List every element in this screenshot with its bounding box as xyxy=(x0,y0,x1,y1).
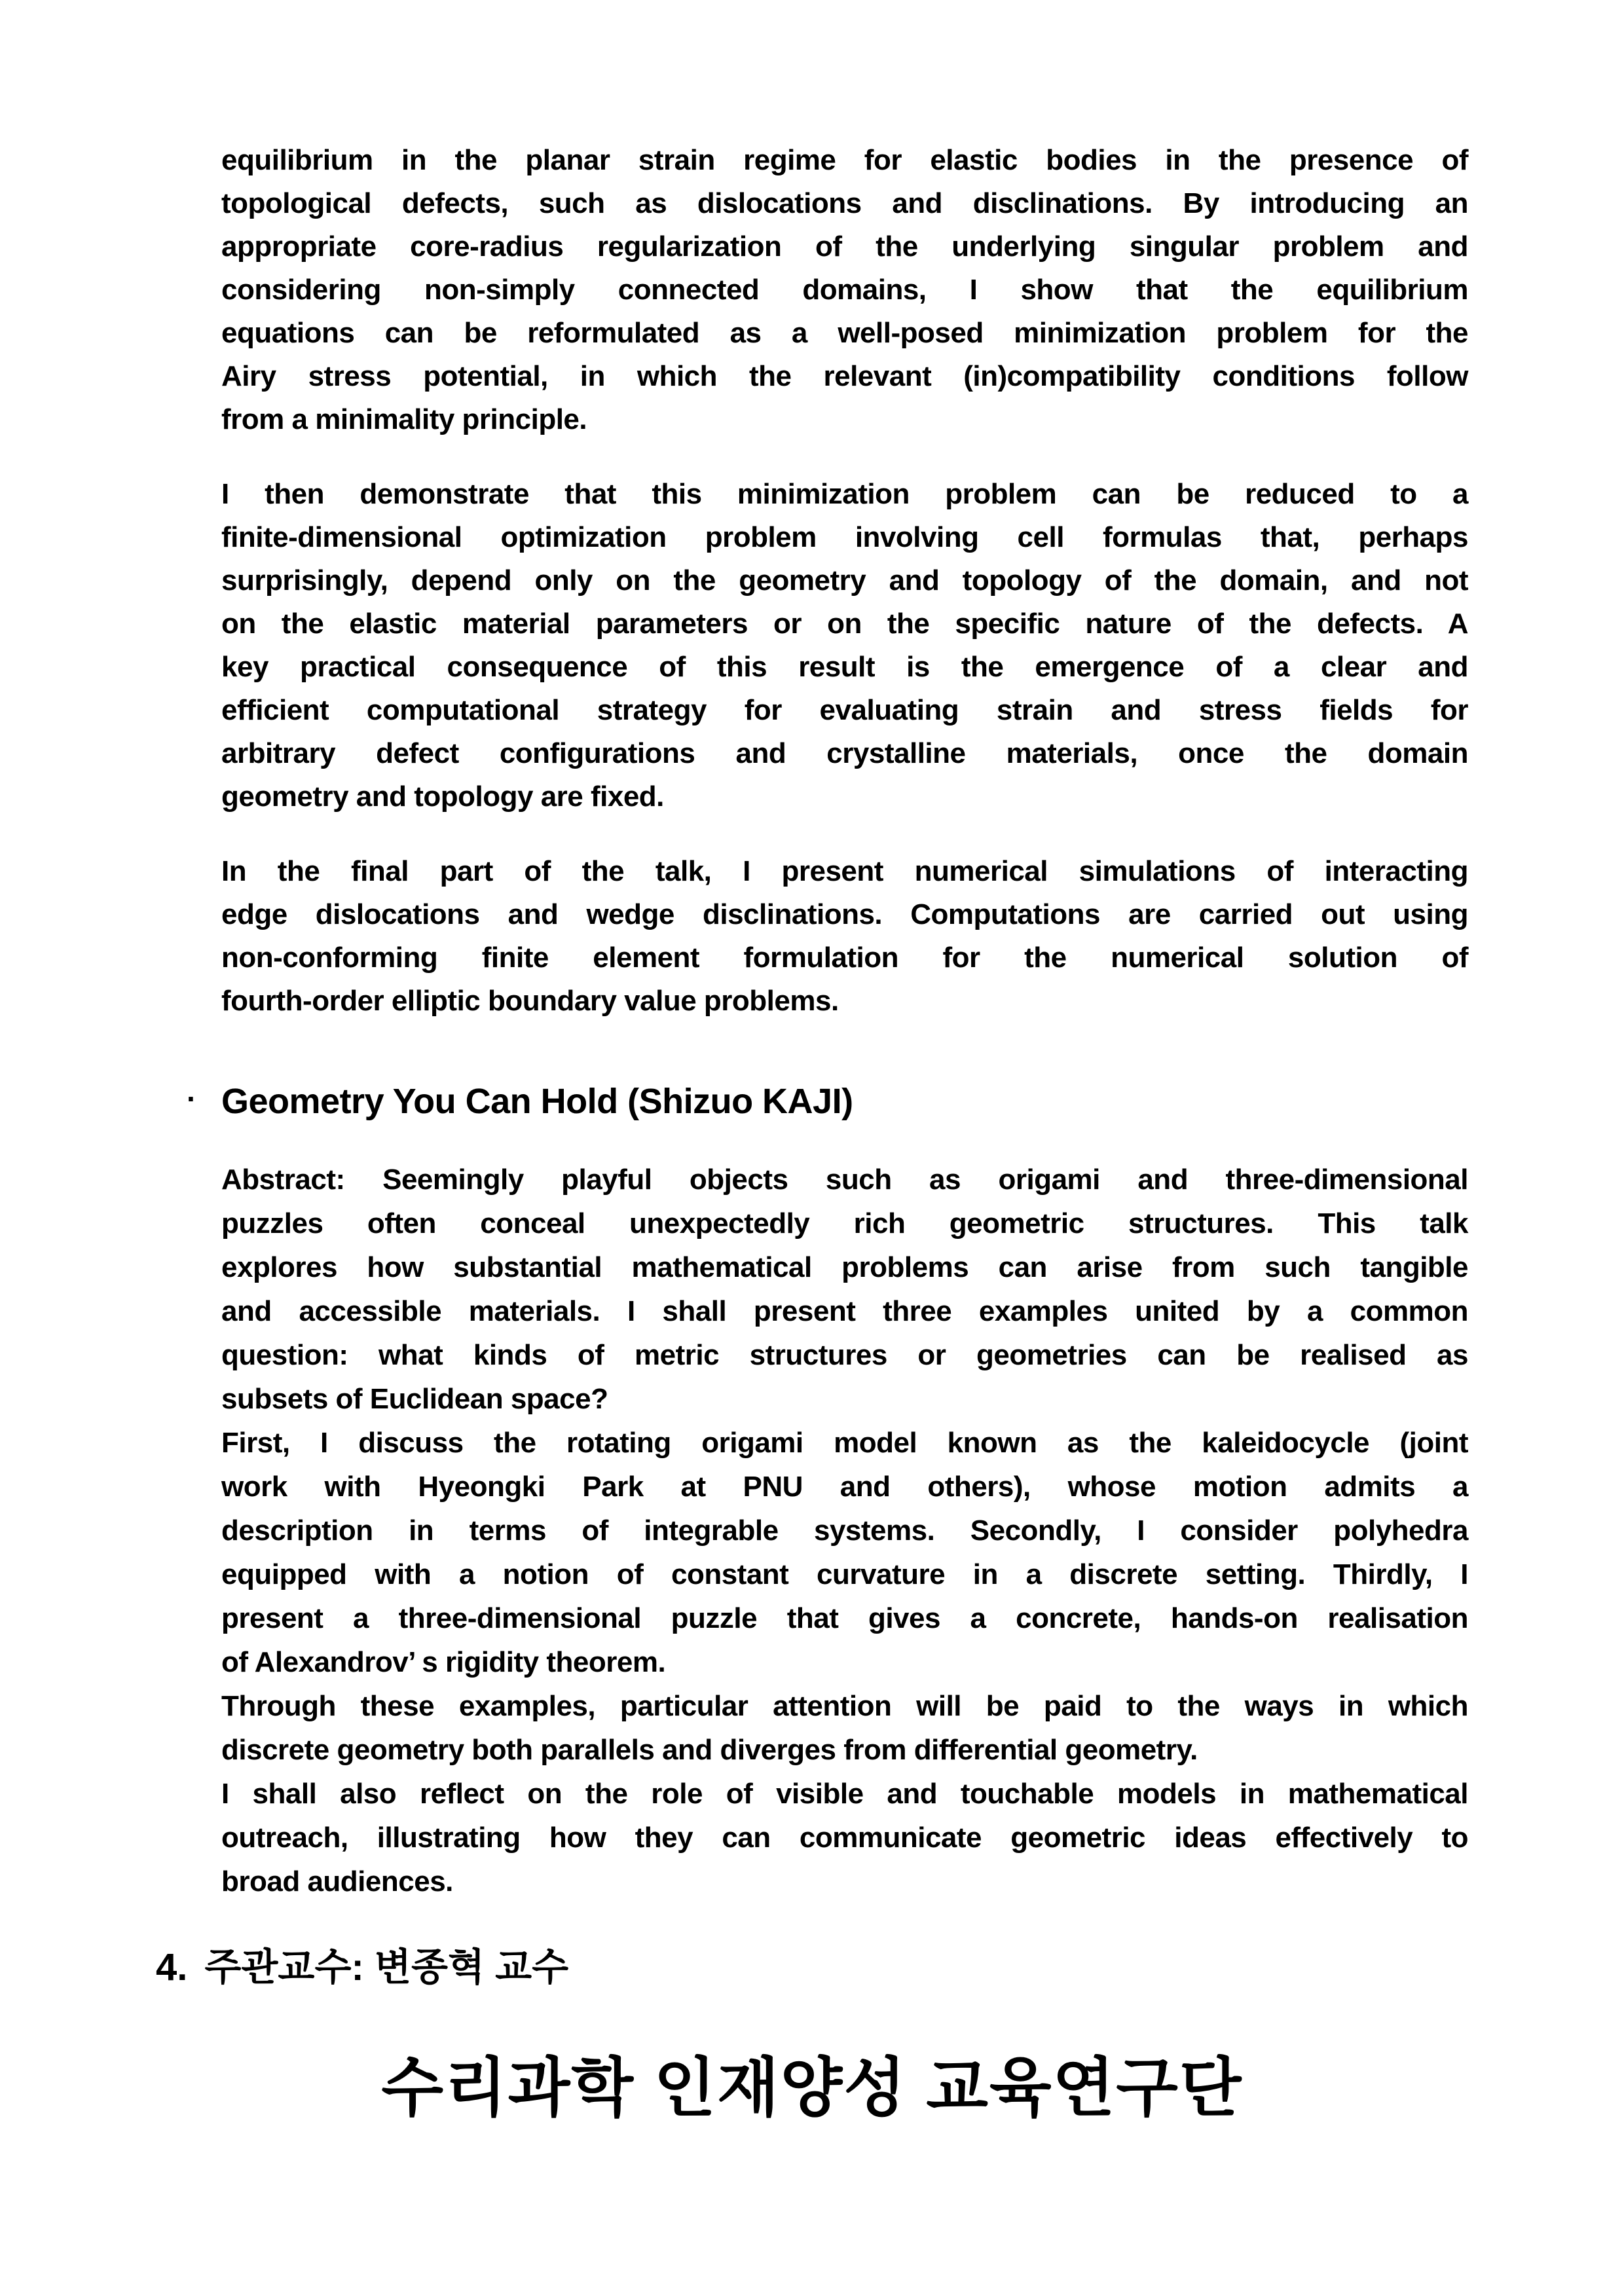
paragraph xyxy=(156,1684,1468,1772)
paragraph xyxy=(156,473,1468,818)
text-line: description in terms of integrable systems. Secondly, I consider polyhedra xyxy=(221,1515,1468,1547)
text-line: geometry and topology are fixed. xyxy=(221,780,664,813)
text-line: fourth-order elliptic boundary value problems. xyxy=(221,985,839,1017)
text-line: puzzles often conceal unexpectedly rich geometric structures. This talk xyxy=(221,1207,1468,1239)
text-line: subsets of Euclidean space? xyxy=(221,1383,608,1415)
text-line: surprisingly, depend only on the geometry and topology of the domain, and not xyxy=(221,564,1468,597)
text-line: Abstract: Seemingly playful objects such as origami and three-dimensional xyxy=(221,1164,1468,1196)
text-line: on the elastic material parameters or on the specific nature of the defects. A xyxy=(221,608,1468,640)
text-line: discrete geometry both parallels and diverges from differential geometry. xyxy=(221,1734,1198,1766)
text-line: Airy stress potential, in which the relevant (in)compatibility conditions follow xyxy=(221,360,1468,392)
talk-title-heading xyxy=(156,1066,1468,1134)
text-line: non-conforming finite element formulation for the numerical solution of xyxy=(221,942,1468,974)
text-line: edge dislocations and wedge disclinations. Computations are carried out using xyxy=(221,898,1468,930)
text-line: of Alexandrov’ s rigidity theorem. xyxy=(221,1646,666,1678)
text-line: explores how substantial mathematical problems can arise from such tangible xyxy=(221,1251,1468,1283)
text-line: work with Hyeongki Park at PNU and others), whose motion admits a xyxy=(221,1471,1468,1503)
text-line: present a three-dimensional puzzle that gives a concrete, hands-on realisation xyxy=(221,1602,1468,1634)
talk-title: Geometry You Can Hold (Shizuo KAJI) xyxy=(221,1082,853,1121)
text-line: outreach, illustrating how they can communicate geometric ideas effectively to xyxy=(221,1822,1468,1854)
text-line: question: what kinds of metric structures or geometries can be realised as xyxy=(221,1339,1468,1371)
text-line: key practical consequence of this result is the emergence of a clear and xyxy=(221,651,1468,683)
text-line: finite-dimensional optimization problem involving cell formulas that, perhaps xyxy=(221,521,1468,553)
text-line: and accessible materials. I shall present three examples united by a common xyxy=(221,1295,1468,1327)
item-number: 4. xyxy=(156,1946,188,1989)
paragraph xyxy=(156,1772,1468,1903)
text-line: from a minimality principle. xyxy=(221,403,587,435)
text-line: considering non-simply connected domains, I show that the equilibrium xyxy=(221,274,1468,306)
bullet-icon: · xyxy=(187,1082,196,1116)
footer-title: 수리과학 인재양성 교육연구단 xyxy=(381,2051,1243,2123)
text-line: I then demonstrate that this minimization problem can be reduced to a xyxy=(221,478,1468,510)
text-line: appropriate core-radius regularization of the underlying singular problem and xyxy=(221,230,1468,263)
paragraph xyxy=(156,1158,1468,1421)
page-content xyxy=(156,139,1468,2130)
text-line: In the final part of the talk, I present numerical simulations of interacting xyxy=(221,855,1468,887)
paragraph xyxy=(156,1421,1468,1684)
talk2-abstract-section xyxy=(156,1158,1468,1903)
text-line: equilibrium in the planar strain regime for elastic bodies in the presence of xyxy=(221,144,1468,176)
text-line: topological defects, such as dislocations and disclinations. By introducing an xyxy=(221,187,1468,219)
text-line: I shall also reflect on the role of visible and touchable models in mathematical xyxy=(221,1778,1468,1810)
text-line: equipped with a notion of constant curvature in a discrete setting. Thirdly, I xyxy=(221,1558,1468,1590)
text-line: Through these examples, particular attention will be paid to the ways in which xyxy=(221,1690,1468,1722)
paragraph xyxy=(156,850,1468,1023)
text-line: broad audiences. xyxy=(221,1865,453,1898)
text-line: equations can be reformulated as a well-posed minimization problem for the xyxy=(221,317,1468,349)
text-line: First, I discuss the rotating origami model known as the kaleidocycle (joint xyxy=(221,1427,1468,1459)
text-line: efficient computational strategy for evaluating strain and stress fields for xyxy=(221,694,1468,726)
text-line: arbitrary defect configurations and crystalline materials, once the domain xyxy=(221,737,1468,769)
paragraph xyxy=(156,139,1468,441)
talk1-abstract-continued-section xyxy=(156,139,1468,1023)
item-label: 주관교수: 변종혁 교수 xyxy=(204,1946,569,1989)
supervising-professor-heading xyxy=(156,1940,1468,1995)
